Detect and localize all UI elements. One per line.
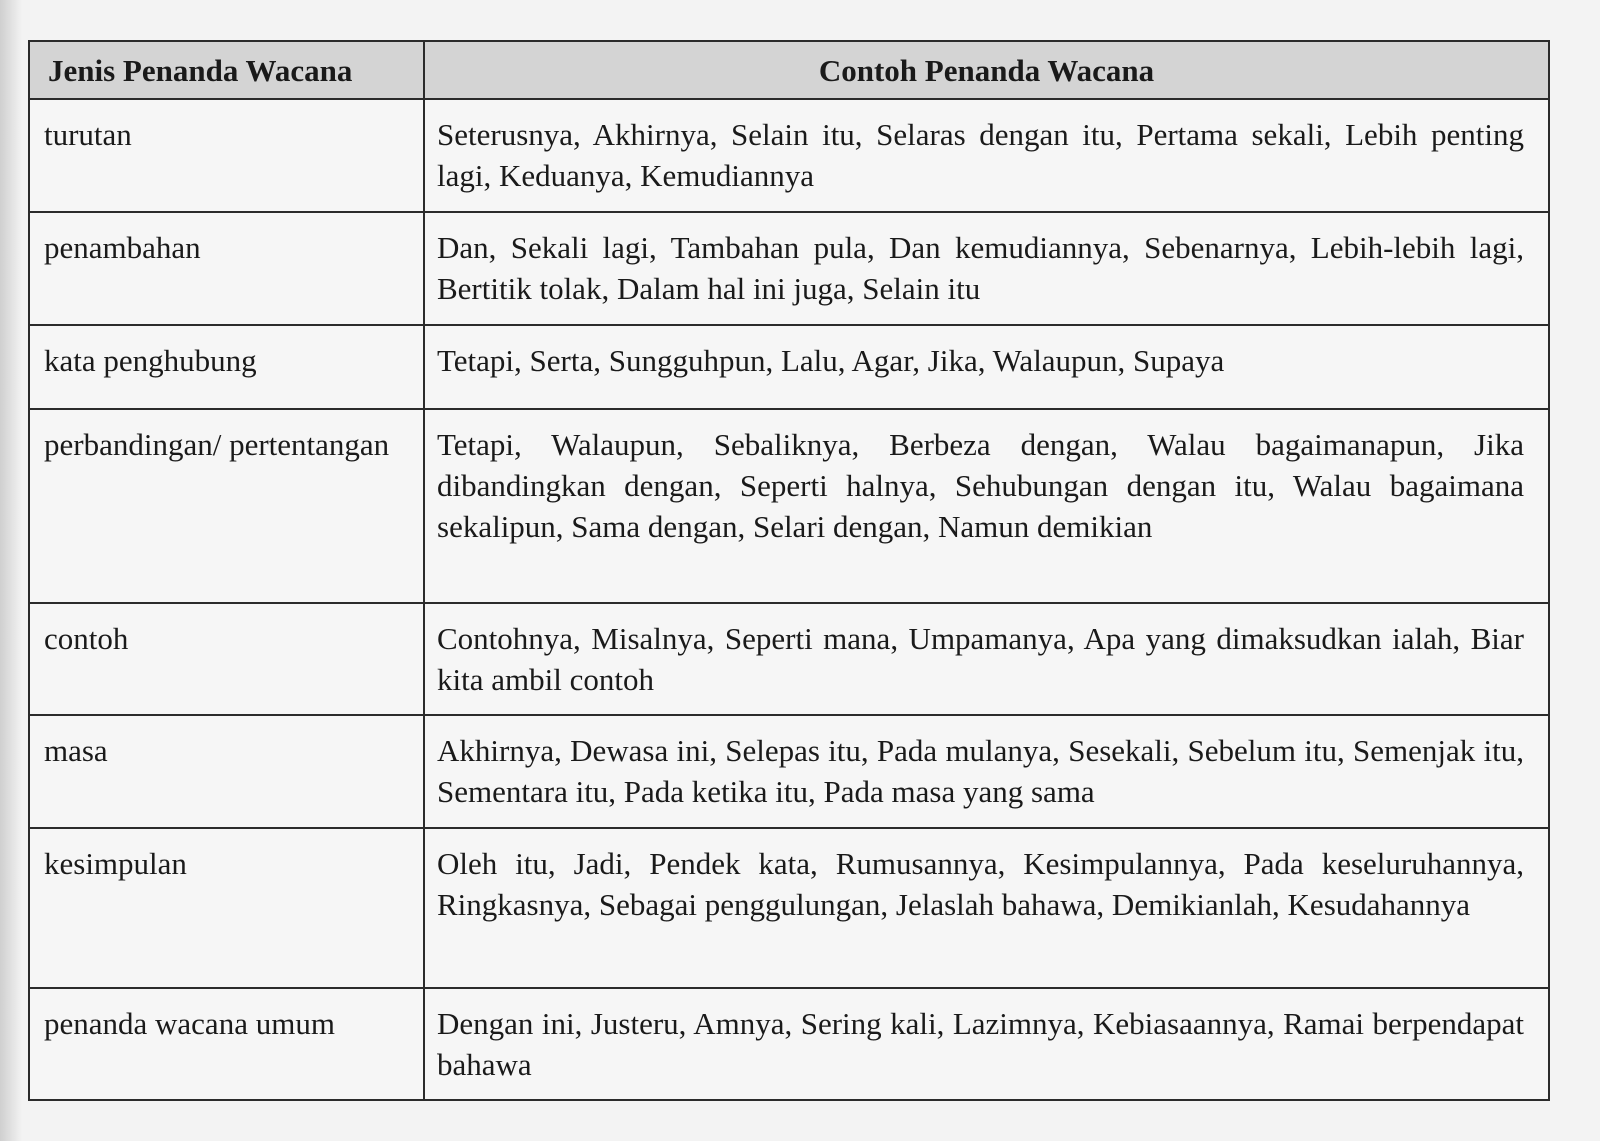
row-type-cell: kesimpulan	[29, 828, 424, 988]
row-examples-cell: Dan, Sekali lagi, Tambahan pula, Dan kemudiannya, Sebenarnya, Lebih-lebih lagi, Bertitik tolak, Dalam hal ini juga, Selain itu	[424, 212, 1549, 325]
table-row	[29, 603, 1549, 715]
row-examples-cell: Akhirnya, Dewasa ini, Selepas itu, Pada mulanya, Sesekali, Sebelum itu, Semenjak itu, Sementara itu, Pada ketika itu, Pada masa yang sama	[424, 715, 1549, 828]
discourse-markers-table	[28, 40, 1550, 1101]
row-examples-cell: Tetapi, Serta, Sungguhpun, Lalu, Agar, Jika, Walaupun, Supaya	[424, 325, 1549, 409]
table-row	[29, 409, 1549, 603]
row-examples-cell: Oleh itu, Jadi, Pendek kata, Rumusannya, Kesimpulannya, Pada keseluruhannya, Ringkasnya, Sebagai penggulungan, Jelaslah bahawa, Demikianlah, Kesudahannya	[424, 828, 1549, 988]
scan-shadow-edge	[0, 0, 22, 1141]
row-examples-cell: Seterusnya, Akhirnya, Selain itu, Selaras dengan itu, Pertama sekali, Lebih penting lagi, Keduanya, Kemudiannya	[424, 99, 1549, 212]
row-examples-cell: Dengan ini, Justeru, Amnya, Sering kali, Lazimnya, Kebiasaannya, Ramai berpendapat bahawa	[424, 988, 1549, 1100]
row-type-cell: masa	[29, 715, 424, 828]
table-row	[29, 715, 1549, 828]
row-type-cell: perbandingan/ pertentangan	[29, 409, 424, 603]
header-marker-type: Jenis Penanda Wacana	[29, 41, 424, 99]
row-examples-cell: Tetapi, Walaupun, Sebaliknya, Berbeza dengan, Walau bagaimanapun, Jika dibandingkan dengan, Seperti halnya, Sehubungan dengan itu, Walau bagaimana sekalipun, Sama dengan, Selari dengan, Namun demikian	[424, 409, 1549, 603]
row-type-cell: contoh	[29, 603, 424, 715]
table-row	[29, 212, 1549, 325]
row-type-cell: penambahan	[29, 212, 424, 325]
header-marker-examples: Contoh Penanda Wacana	[424, 41, 1549, 99]
table-row	[29, 325, 1549, 409]
table-row	[29, 988, 1549, 1100]
table-row	[29, 828, 1549, 988]
table-row	[29, 99, 1549, 212]
row-type-cell: kata penghubung	[29, 325, 424, 409]
row-type-cell: penanda wacana umum	[29, 988, 424, 1100]
table-header-row	[29, 41, 1549, 99]
row-examples-cell: Contohnya, Misalnya, Seperti mana, Umpamanya, Apa yang dimaksudkan ialah, Biar kita ambil contoh	[424, 603, 1549, 715]
row-type-cell: turutan	[29, 99, 424, 212]
